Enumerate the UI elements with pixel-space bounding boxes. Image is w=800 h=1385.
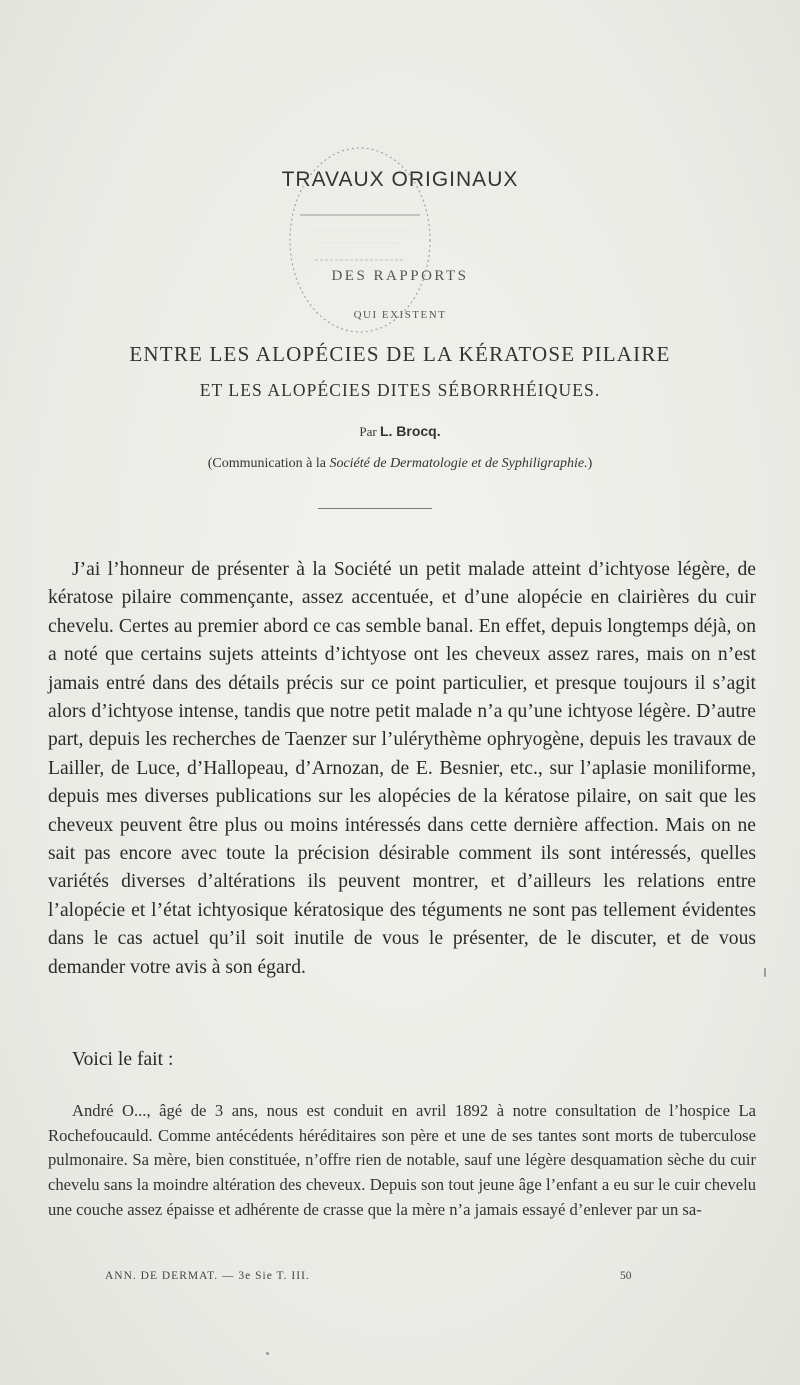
byline-prefix: Par [359, 424, 377, 439]
article-title-line2: ET LES ALOPÉCIES DITES SÉBORRHÉIQUES. [199, 380, 601, 400]
section-title: TRAVAUX ORIGINAUX [281, 168, 519, 191]
paragraph-1: J’ai l’honneur de présenter à la Société un petit malade atteint d’ichtyose légère, de kératose pilaire commençante, assez accentuée, et d’une alopécie en clairières du cuir chevelu. Certes au premier abord ce cas semble banal. En effet, depuis longtemps déjà, on a noté que certains sujets atteints d’ichtyose ont les cheveux assez rares, mais on n’est jamais entré dans des détails précis sur ce point particulier, et presque toujours il s’agit alors d’ichtyose intense, tandis que notre petit malade n’a qu’une ichtyose légère. D’autre part, depuis les recherches de Taenzer sur l’ulérythème ophryogène, depuis les travaux de Lailler, de Luce, d’Hallopeau, d’Arnozan, de E. Besnier, etc., sur l’aplasie moniliforme, depuis mes diverses publications sur les alopécies de la kératose pilaire, on sait que les cheveux peuvent être plus ou moins intéressés dans cette dernière affection. Mais on ne sait pas encore avec toute la précision désirable comment ils sont intéressés, quelles variétés diverses d’altérations ils peuvent montrer, et d’ailleurs les relations entre l’alopécie et l’état ichtyosique kératosique des téguments ne sont pas tellement évidentes dans le cas actuel qu’il soit inutile de vous le présenter, de le discuter, et de vous demander votre avis à son égard. [48, 559, 756, 978]
stamp-text-top: DES RAPPORTS [331, 268, 469, 284]
case-report [48, 1099, 756, 1223]
voici-line: Voici le fait : [72, 1049, 174, 1070]
paper-speck [764, 968, 766, 977]
author-name: L. Brocq. [379, 423, 441, 439]
case-paragraph: André O..., âgé de 3 ans, nous est conduit en avril 1892 à notre consultation de l’hospice La Rochefoucauld. Comme antécédents héréditaires son père et une de ses tantes sont morts de tuberculose pulmonaire. Sa mère, bien constituée, n’offre rien de notable, sauf une légère desquamation sèche du cuir chevelu sans la moindre altération des cheveux. Depuis son tout jeune âge l’enfant a eu sur le cuir chevelu une couche assez épaisse et adhérente de crasse que la mère n’a jamais essayé d’enlever par un sa- [48, 1101, 756, 1219]
society-name: Société de Dermatologie et de Syphiligraphie. [329, 456, 588, 471]
byline [0, 423, 800, 440]
communication-note [0, 456, 800, 472]
communication-prefix: (Communication à la [207, 456, 326, 471]
main-paragraph [48, 556, 756, 982]
article-title-line1: ENTRE LES ALOPÉCIES DE LA KÉRATOSE PILAIRE [129, 342, 671, 366]
page-number: 50 [620, 1270, 632, 1282]
paper-speck [266, 1352, 269, 1355]
running-title: ANN. DE DERMAT. — 3e Sie T. III. [105, 1270, 310, 1282]
communication-suffix: ) [587, 456, 593, 471]
stamp-text-bottom: QUI EXISTENT [353, 309, 447, 321]
separator-rule [318, 508, 432, 509]
